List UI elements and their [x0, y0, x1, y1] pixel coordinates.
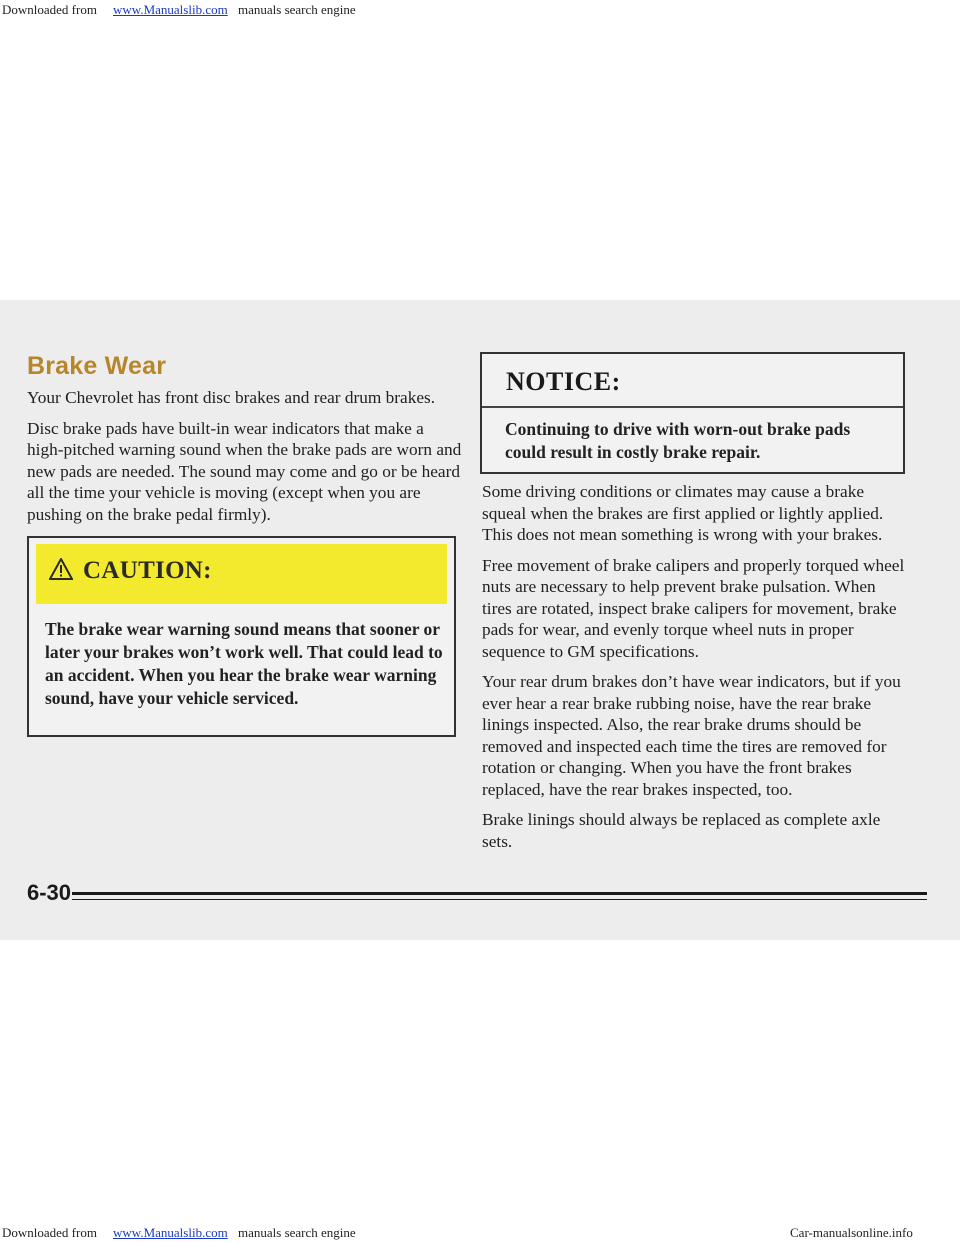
header-suffix: manuals search engine: [238, 2, 356, 17]
left-column: [27, 352, 462, 534]
squeal-paragraph: Some driving conditions or climates may cause a brake squeal when the brakes are first applied or lightly applied. This does not mean something is wrong with your brakes.: [482, 482, 884, 544]
footer-rule-thick: [72, 892, 927, 895]
footer-prefix: Downloaded from: [2, 1225, 97, 1240]
warning-triangle-icon: [49, 558, 73, 580]
drum-brakes-paragraph: Your rear drum brakes don’t have wear indicators, but if you ever hear a rear brake rubbing noise, have the rear brake linings inspected. Also, the rear brake drums should be removed and inspected each time the tires are removed for rotation or changing. When you have the front brakes replaced, have the rear brakes inspected, too.: [482, 672, 901, 799]
page-number: 6-30: [27, 880, 72, 905]
disc-brake-paragraph: Disc brake pads have built-in wear indicators that make a high-pitched warning sound when the brake pads are worn and new pads are needed. The sound may come and go or be heard all the time your vehicle is moving (except when you are pushing on the brake pedal firmly).: [27, 418, 462, 524]
download-footer: [0, 1224, 960, 1242]
linings-paragraph: Brake linings should always be replaced as complete axle sets.: [482, 810, 881, 851]
footer-suffix: manuals search engine: [238, 1225, 356, 1240]
header-prefix: Downloaded from: [2, 2, 97, 17]
right-column: [482, 481, 906, 861]
caution-label: CAUTION:: [83, 557, 212, 584]
caution-header: [36, 544, 447, 604]
notice-text: Continuing to drive with worn-out brake pads could result in costly brake repair.: [505, 419, 851, 462]
notice-label: NOTICE:: [506, 367, 621, 396]
watermark-text: Car-manualsonline.info: [790, 1225, 913, 1240]
calipers-paragraph: Free movement of brake calipers and properly torqued wheel nuts are necessary to help prevent brake pulsation. When tires are rotated, inspect brake calipers for movement, brake pads for wear, and evenly torque wheel nuts in proper sequence to GM specifications.: [482, 555, 905, 661]
manualslib-footer-link[interactable]: www.Manualslib.com: [113, 1225, 228, 1240]
caution-text: The brake wear warning sound means that sooner or later your brakes won’t work well. That could lead to an accident. When you hear the brake wear warning sound, have your vehicle serviced.: [45, 619, 443, 708]
section-title: Brake Wear: [27, 352, 167, 380]
footer-rule-thin: [72, 899, 927, 900]
download-header: [0, 0, 960, 20]
intro-paragraph: Your Chevrolet has front disc brakes and rear drum brakes.: [27, 388, 436, 407]
page-footer: [27, 880, 907, 910]
notice-box: [480, 352, 905, 474]
manualslib-link[interactable]: www.Manualslib.com: [113, 2, 228, 17]
caution-box: [27, 536, 456, 737]
notice-header: [482, 354, 903, 408]
